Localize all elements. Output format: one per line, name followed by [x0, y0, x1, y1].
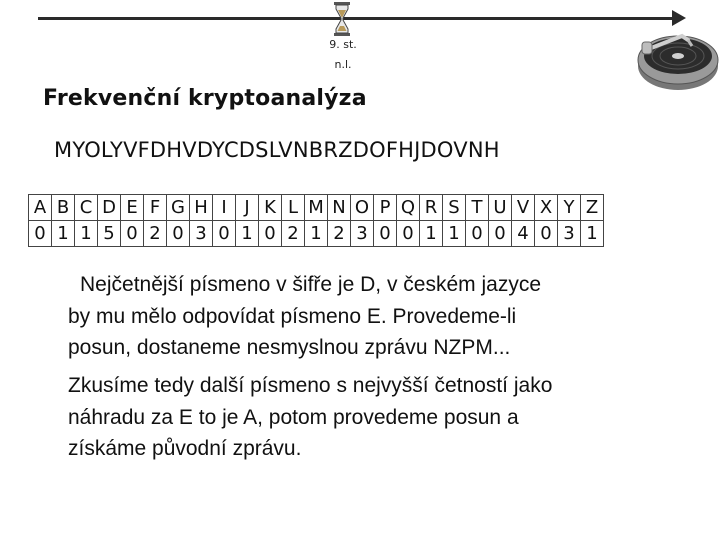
- ciphertext: MYOLYVFDHVDYCDSLVNBRZDOFHJDOVNH: [54, 138, 500, 162]
- count-cell: 1: [443, 221, 466, 247]
- letter-cell: H: [190, 195, 213, 221]
- time-label-century: 9. st.: [329, 38, 357, 51]
- letter-cell: C: [75, 195, 98, 221]
- timeline-line: [38, 17, 678, 20]
- letter-cell: J: [236, 195, 259, 221]
- paragraph-explanation: [68, 269, 688, 364]
- count-cell: 4: [512, 221, 535, 247]
- count-cell: 3: [351, 221, 374, 247]
- count-cell: 1: [52, 221, 75, 247]
- paragraph1-line1: Nejčetnější písmeno v šifře je D, v českém jazyce: [80, 273, 541, 296]
- count-cell: 3: [190, 221, 213, 247]
- count-cell: 0: [213, 221, 236, 247]
- count-cell: 3: [558, 221, 581, 247]
- gramophone-icon: [628, 6, 720, 102]
- frequency-table: [28, 194, 604, 247]
- count-cell: 0: [259, 221, 282, 247]
- count-cell: 1: [305, 221, 328, 247]
- letter-cell: N: [328, 195, 351, 221]
- letter-cell: O: [351, 195, 374, 221]
- letter-cell: I: [213, 195, 236, 221]
- page-title: Frekvenční kryptoanalýza: [43, 86, 367, 111]
- paragraph1-line3: posun, dostaneme nesmyslnou zprávu NZPM...: [68, 336, 511, 359]
- counts-row: [29, 221, 604, 247]
- paragraph-solution: [68, 370, 688, 465]
- count-cell: 1: [75, 221, 98, 247]
- letter-cell: Q: [397, 195, 420, 221]
- letter-cell: R: [420, 195, 443, 221]
- paragraph2-line3: získáme původní zprávu.: [68, 437, 302, 460]
- letter-cell: F: [144, 195, 167, 221]
- count-cell: 0: [374, 221, 397, 247]
- count-cell: 0: [167, 221, 190, 247]
- letter-cell: B: [52, 195, 75, 221]
- letter-cell: D: [98, 195, 121, 221]
- letter-cell: V: [512, 195, 535, 221]
- count-cell: 0: [397, 221, 420, 247]
- count-cell: 0: [466, 221, 489, 247]
- letter-cell: P: [374, 195, 397, 221]
- letter-cell: X: [535, 195, 558, 221]
- letter-cell: S: [443, 195, 466, 221]
- paragraph2-line2: náhradu za E to je A, potom provedeme posun a: [68, 405, 519, 429]
- count-cell: 2: [328, 221, 351, 247]
- letter-cell: U: [489, 195, 512, 221]
- count-cell: 0: [121, 221, 144, 247]
- letter-cell: M: [305, 195, 328, 221]
- count-cell: 0: [29, 221, 52, 247]
- count-cell: 0: [489, 221, 512, 247]
- letters-row: [29, 195, 604, 221]
- paragraph2-line1: Zkusíme tedy další písmeno s nejvyšší četností jako: [68, 374, 553, 397]
- count-cell: 2: [144, 221, 167, 247]
- count-cell: 1: [236, 221, 259, 247]
- letter-cell: T: [466, 195, 489, 221]
- count-cell: 0: [535, 221, 558, 247]
- letter-cell: Y: [558, 195, 581, 221]
- count-cell: 1: [581, 221, 604, 247]
- letter-cell: K: [259, 195, 282, 221]
- letter-cell: G: [167, 195, 190, 221]
- letter-cell: L: [282, 195, 305, 221]
- hourglass-icon: [333, 2, 351, 36]
- count-cell: 5: [98, 221, 121, 247]
- count-cell: 2: [282, 221, 305, 247]
- letter-cell: A: [29, 195, 52, 221]
- letter-cell: E: [121, 195, 144, 221]
- count-cell: 1: [420, 221, 443, 247]
- letter-cell: Z: [581, 195, 604, 221]
- paragraph1-line2: by mu mělo odpovídat písmeno E. Provedeme-li: [68, 304, 517, 328]
- time-label-era: n.l.: [334, 58, 352, 71]
